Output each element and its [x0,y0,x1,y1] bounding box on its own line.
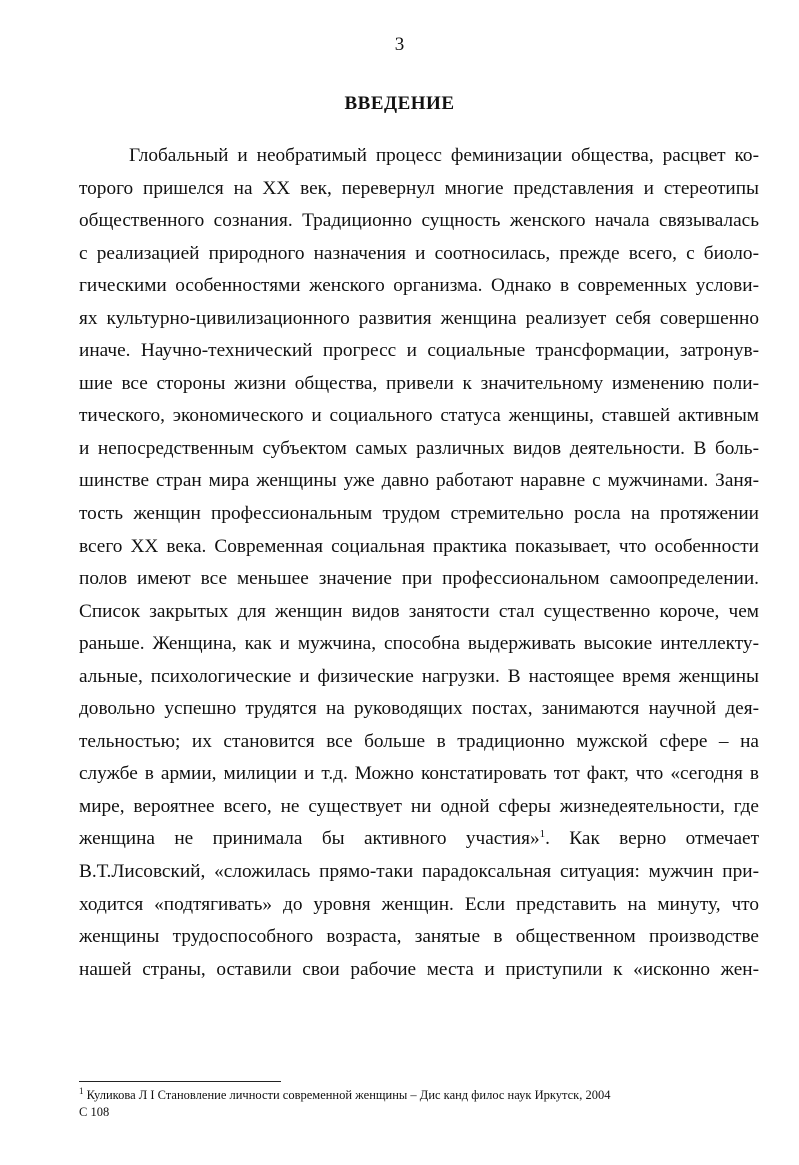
text-line: с реализацией природного назначения и соотносилась, прежде всего, с биоло- [79,242,759,264]
footnote-reference[interactable]: 1 [539,828,546,841]
text-line: службе в армии, милиции и т.д. Можно констатировать тот факт, что «сегодня в [79,763,759,785]
text-line: и непосредственным субъектом самых различных видов деятельности. В боль- [79,437,759,459]
footnote-line: С 108 [79,1105,110,1119]
text-line: Глобальный и необратимый процесс феминизации общества, расцвет ко- [129,145,759,166]
text-line: ходится «подтягивать» до уровня женщин. Если представить на минуту, что [79,893,759,915]
text-line: шинстве стран мира женщины уже давно работают наравне с мужчинами. Заня- [79,470,759,492]
text-line-with-footnote-ref [79,826,759,859]
text-line: довольно успешно трудятся на руководящих постах, занимаются научной дея- [79,698,759,720]
footnote-text: Куликова Л I Становление личности современной женщины – Дис канд филос наук Иркутск, 2004 [86,1088,611,1102]
footnote-line [79,1087,759,1104]
text-line: всего XX века. Современная социальная практика показывает, что особенности [79,535,759,557]
text-line: шие все стороны жизни общества, привели к значительному изменению поли- [79,372,759,394]
section-title: ВВЕДЕНИЕ [344,93,455,114]
text-line: мире, вероятнее всего, не существует ни одной сферы жизнедеятельности, где [79,795,759,817]
text-line: раньше. Женщина, как и мужчина, способна выдерживать высокие интеллекту- [79,633,759,655]
text-line: тического, экономического и социального статуса женщины, ставшей активным [79,405,759,427]
text-line: альные, психологические и физические нагрузки. В настоящее время женщины [79,665,759,687]
text-line: нашей страны, оставили свои рабочие места и приступили к «исконно жен- [79,958,759,980]
text-line: гическими особенностями женского организма. Однако в современных услови- [79,275,759,297]
text-line: женщины трудоспособного возраста, занятые в общественном производстве [79,926,759,948]
text-line: тельностью; их становится все больше в традиционно мужской сфере – на [79,730,759,752]
text-line: общественного сознания. Традиционно сущность женского начала связывалась [79,210,759,232]
text-line: В.Т.Лисовский, «сложилась прямо-таки парадоксальная ситуация: мужчин при- [79,861,759,883]
text-line: Список закрытых для женщин видов занятости стал существенно короче, чем [79,600,759,622]
text-line: торого пришелся на XX век, перевернул многие представления и стереотипы [79,177,759,199]
text-line: ях культурно-цивилизационного развития женщина реализует себя совершенно [79,307,759,329]
text-line: тость женщин профессиональным трудом стремительно росла на протяжении [79,503,759,525]
page-number: 3 [394,34,405,55]
footnote [79,1087,759,1121]
text-line: иначе. Научно-технический прогресс и социальные трансформации, затронув- [79,340,759,362]
footnote-marker: 1 [79,1086,84,1096]
body-text [79,143,759,989]
footnote-divider [79,1081,281,1082]
text-segment: . Как верно отмечает [545,828,759,850]
text-segment: женщина не принимала бы активного участия» [79,828,540,850]
text-line: полов имеют все меньшее значение при профессиональном самоопределении. [79,568,759,590]
